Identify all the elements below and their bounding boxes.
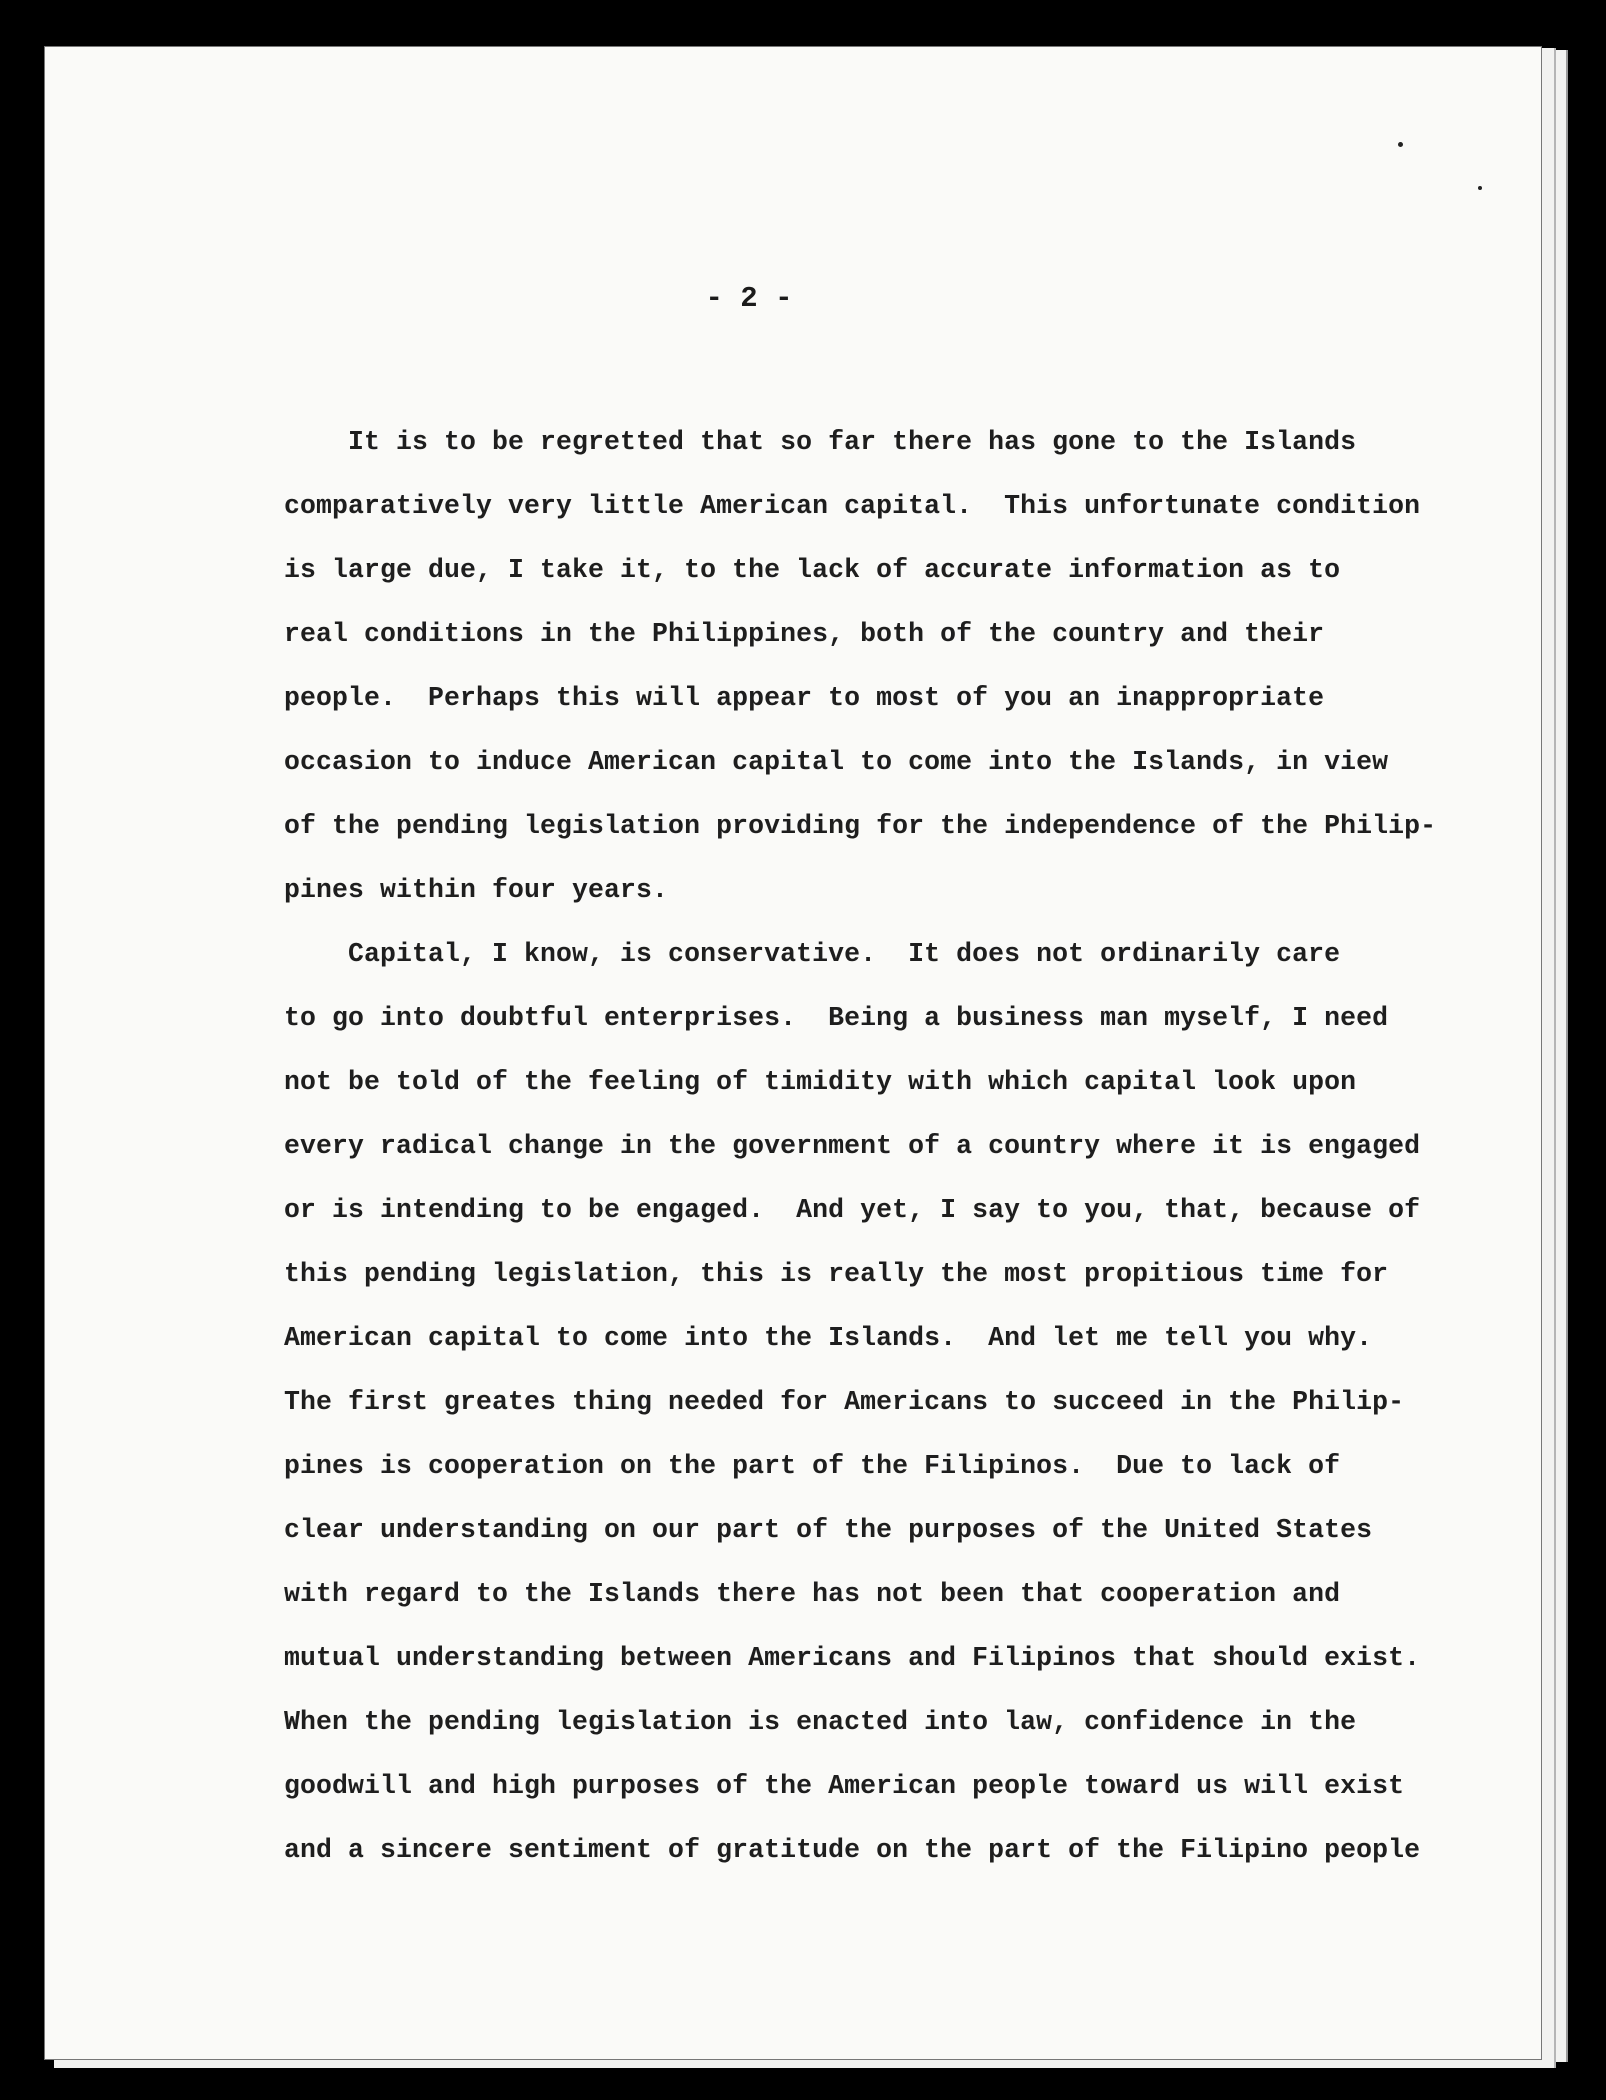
text-line: or is intending to be engaged. And yet, I say to you, that, because of [284, 1195, 1421, 1225]
paragraph-2 [284, 922, 1464, 1882]
page-number-right-dash: - [775, 282, 793, 315]
text-line: mutual understanding between Americans and Filipinos that should exist. [284, 1643, 1421, 1673]
text-line: Capital, I know, is conservative. It does not ordinarily care [284, 939, 1341, 969]
page-number [44, 282, 1454, 315]
text-line: is large due, I take it, to the lack of accurate information as to [284, 555, 1341, 585]
scan-speck [1478, 186, 1482, 190]
text-line: pines within four years. [284, 875, 669, 905]
page-number-left-dash: - [705, 282, 723, 315]
text-line: goodwill and high purposes of the American people toward us will exist [284, 1771, 1405, 1801]
text-line: occasion to induce American capital to come into the Islands, in view [284, 747, 1389, 777]
page-number-value: 2 [740, 282, 758, 315]
text-line: and a sincere sentiment of gratitude on the part of the Filipino people [284, 1835, 1421, 1865]
text-line: every radical change in the government of a country where it is engaged [284, 1131, 1421, 1161]
text-line: of the pending legislation providing for the independence of the Philip- [284, 811, 1437, 841]
text-line: comparatively very little American capital. This unfortunate condition [284, 491, 1421, 521]
text-line: It is to be regretted that so far there has gone to the Islands [284, 427, 1357, 457]
paragraph-1 [284, 410, 1464, 922]
text-line: American capital to come into the Islands. And let me tell you why. [284, 1323, 1373, 1353]
text-line: When the pending legislation is enacted into law, confidence in the [284, 1707, 1357, 1737]
text-line: pines is cooperation on the part of the Filipinos. Due to lack of [284, 1451, 1341, 1481]
text-line: this pending legislation, this is really the most propitious time for [284, 1259, 1389, 1289]
scan-speck [1398, 142, 1403, 147]
text-line: not be told of the feeling of timidity with which capital look upon [284, 1067, 1357, 1097]
text-line: real conditions in the Philippines, both of the country and their [284, 619, 1325, 649]
text-line: clear understanding on our part of the purposes of the United States [284, 1515, 1373, 1545]
text-line: The first greates thing needed for Americans to succeed in the Philip- [284, 1387, 1405, 1417]
body-text [284, 410, 1464, 1882]
text-line: with regard to the Islands there has not been that cooperation and [284, 1579, 1341, 1609]
text-line: people. Perhaps this will appear to most of you an inappropriate [284, 683, 1325, 713]
text-line: to go into doubtful enterprises. Being a business man myself, I need [284, 1003, 1389, 1033]
typewritten-page [44, 46, 1542, 2060]
